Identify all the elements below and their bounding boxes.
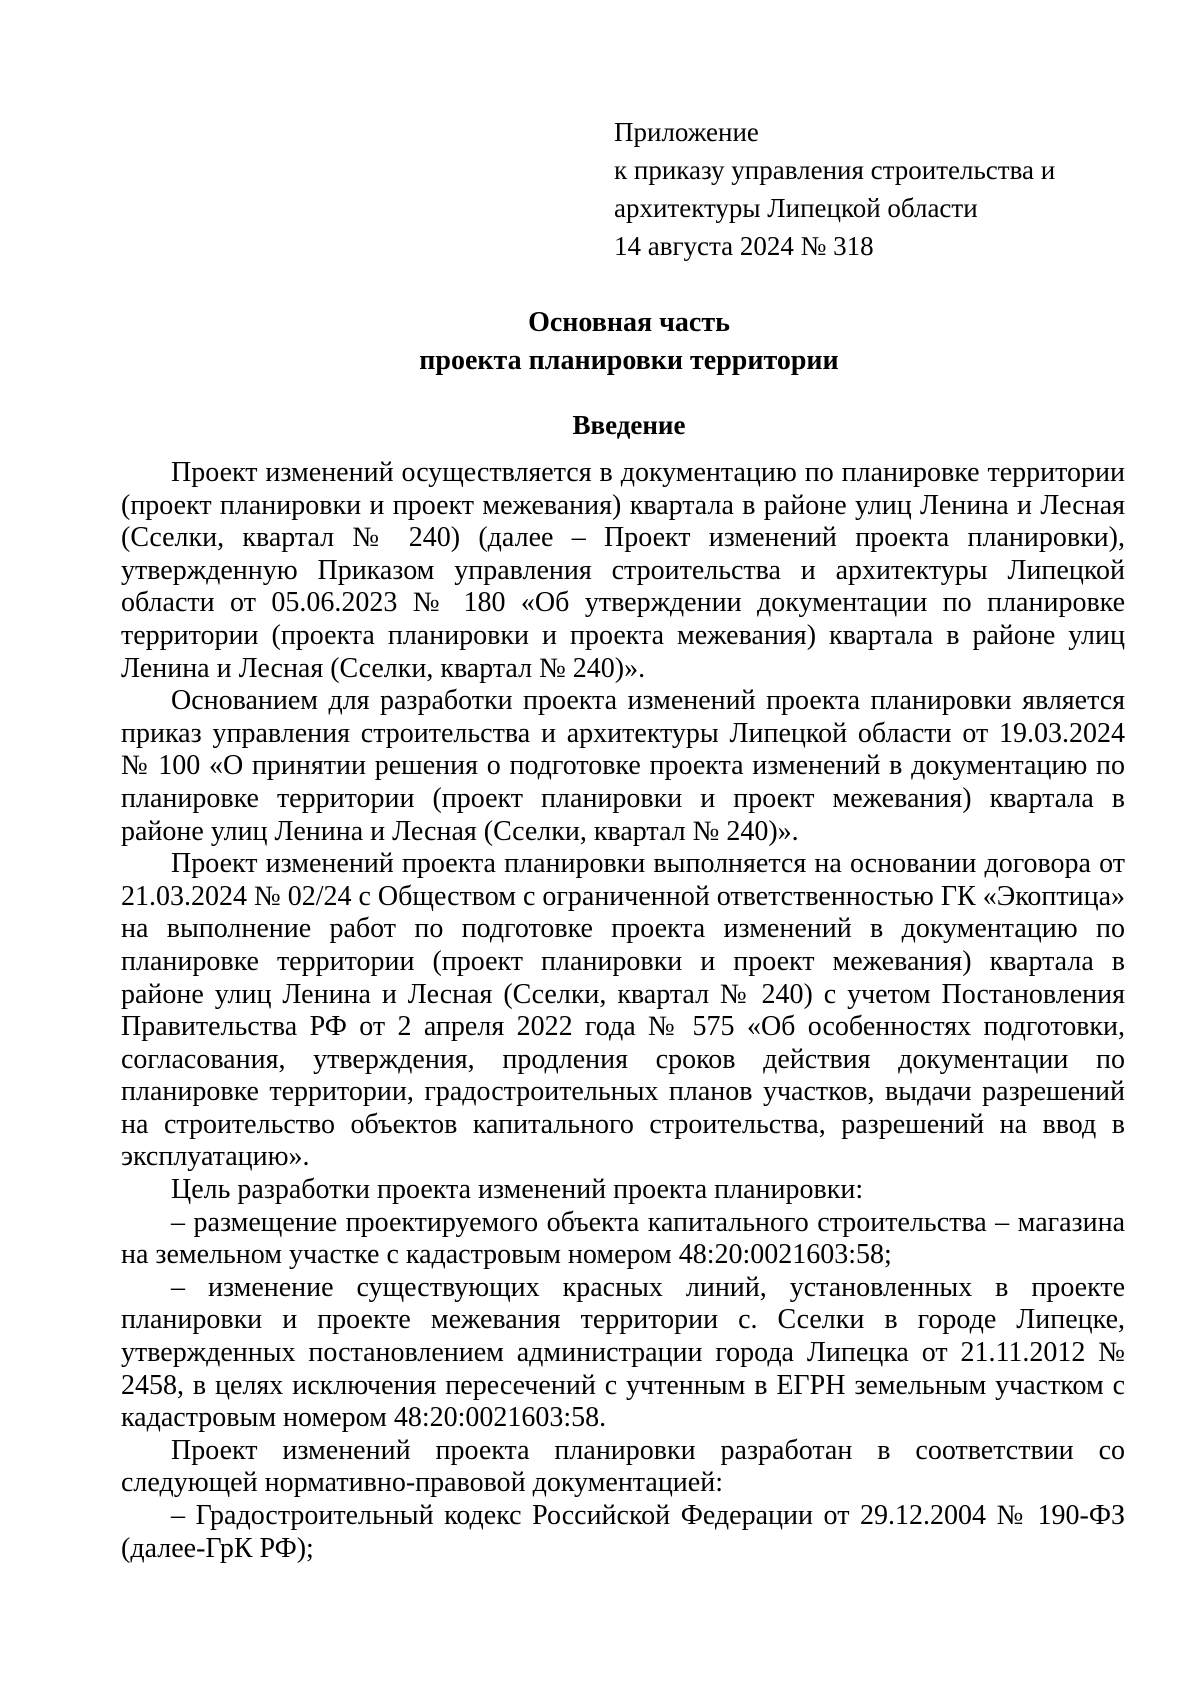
paragraph: Проект изменений осуществляется в документацию по планировке территории (проект планировки и проект межевания) квартала в районе улиц Ленина и Лесная (Сселки, квартал № 240) (далее – Проект изменений проекта планировки), утвержденную Приказом управления строительства и архитектуры Липецкой области от 05.06.2023 № 180 «Об утверждении документации по планировке территории (проекта планировки и проекта межевания) квартала в районе улиц Ленина и Лесная (Сселки, квартал № 240)». [121, 457, 1125, 684]
list-item: – размещение проектируемого объекта капитального строительства – магазина на земельном участке с кадастровым номером 48:20:0021603:58; [121, 1206, 1125, 1271]
title-line-1: Основная часть [528, 307, 730, 338]
paragraph: Цель разработки проекта изменений проекта планировки: [171, 1174, 864, 1206]
document-body [121, 457, 1125, 1565]
appendix-line-2: к приказу управления строительства и [614, 155, 1056, 185]
appendix-line-1: Приложение [614, 117, 759, 147]
appendix-block [614, 113, 1055, 265]
list-item: – Градостроительный кодекс Российской Федерации от 29.12.2004 № 190-ФЗ (далее-ГрК РФ); [121, 1500, 1125, 1564]
title-line-2: проекта планировки территории [419, 345, 839, 376]
list-item: – изменение существующих красных линий, установленных в проекте планировки и проекте межевания территории с. Сселки в городе Липецке, утвержденных постановлением администрации города Липецка от 21.11.2012 № 2458, в целях исключения пересечений с учтенным в ЕГРН земельным участком с кадастровым номером 48:20:0021603:58. [121, 1271, 1125, 1434]
paragraph: Основанием для разработки проекта изменений проекта планировки является приказ управления строительства и архитектуры Липецкой области от 19.03.2024 № 100 «О принятии решения о подготовке проекта изменений в документацию по планировке территории (проект планировки и проект межевания) квартала в районе улиц Ленина и Лесная (Сселки, квартал № 240)». [121, 685, 1125, 847]
document-title [0, 304, 1200, 380]
appendix-line-4: 14 августа 2024 № 318 [614, 231, 874, 261]
paragraph: Проект изменений проекта планировки разработан в соответствии со следующей нормативно-правовой документацией: [121, 1434, 1125, 1499]
appendix-line-3: архитектуры Липецкой области [614, 193, 978, 223]
paragraph: Проект изменений проекта планировки выполняется на основании договора от 21.03.2024 № 02/24 с Обществом с ограниченной ответственностью ГК «Экоптица» на выполнение работ по подготовке проекта изменений в документацию по планировке территории (проект планировки и проект межевания) квартала в районе улиц Ленина и Лесная (Сселки, квартал № 240) с учетом Постановления Правительства РФ от 2 апреля 2022 года № 575 «Об особенностях подготовки, согласования, утверждения, продления сроков действия документации по планировке территории, градостроительных планов участков, выдачи разрешений на строительство объектов капитального строительства, разрешений на ввод в эксплуатацию». [121, 848, 1125, 1173]
section-heading: Введение [572, 410, 686, 440]
